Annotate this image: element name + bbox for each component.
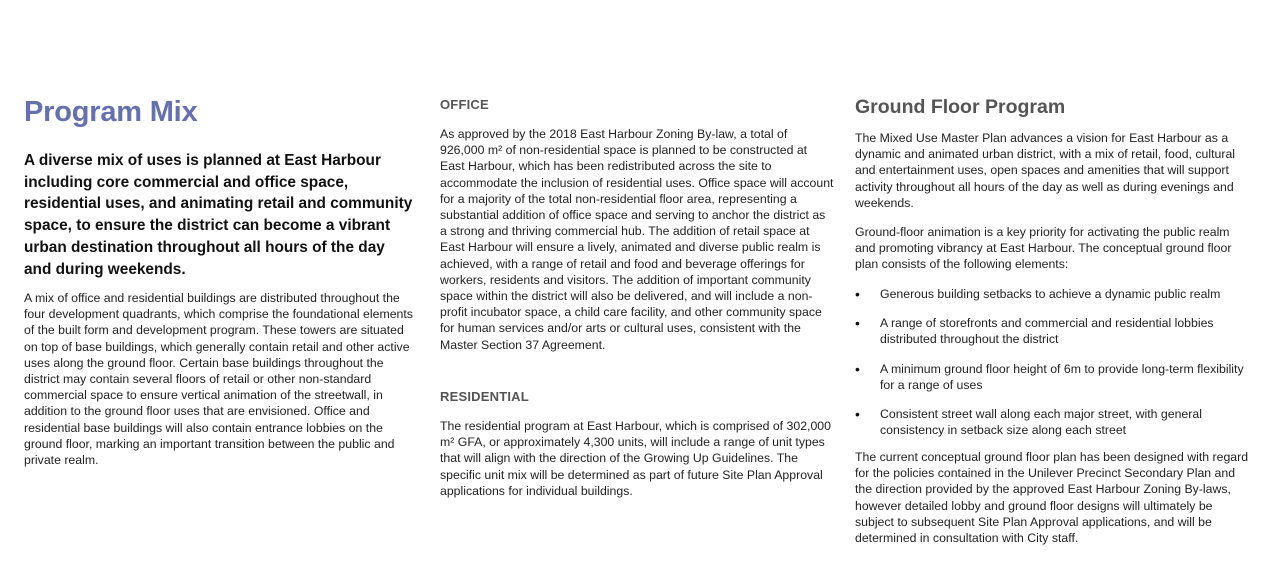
ground-floor-priority: Ground-floor animation is a key priority for activating the public realm and promoting vibrancy at East Harbour. The conceptual ground floor plan consists of the following elements: [855, 225, 1232, 272]
program-mix-body: A mix of office and residential buildings are distributed throughout the four development quadrants, which comprise the foundational elements of the built form and development program. These towers are situated on top of base buildings, which generally contain retail and other active uses along the ground floor. Certain base buildings throughout the district may contain several floors of retail or other non-standard commercial space to ensure vertical animation of the streetwall, in addition to the ground floor uses that are envisioned. Office and residential base buildings will also contain entrance lobbies on the ground floor, marking an important transition between the public and private realm. [24, 291, 413, 468]
page-title: Program Mix [24, 96, 198, 128]
list-item: • A range of storefronts and commercial and residential lobbies distributed throughout the district [855, 315, 1250, 347]
lead-paragraph: A diverse mix of uses is planned at East Harbour including core commercial and office space, residential uses, and animating retail and community space, to ensure the district can become a vibrant urban destination throughout all hours of the day and during weekends. [24, 152, 413, 278]
list-item: • Consistent street wall along each major street, with general consistency in setback size along each street [855, 406, 1250, 438]
office-body: As approved by the 2018 East Harbour Zoning By-law, a total of 926,000 m² of non-residential space is planned to be constructed at East Harbour, which has been redistributed across the site to accommodate the inclusion of residential uses. Office space will account for a majority of the total non-residential floor area, representing a substantial addition of office space and serving to anchor the district as a strong and thriving commercial hub. The addition of retail space at East Harbour will ensure a lively, animated and diverse public realm is achieved, with a range of retail and food and beverage offerings for workers, residents and visitors. The addition of important community space within the district will also be delivered, and will include a non-profit incubator space, a child care facility, and other community space for human services and/or arts or cultural uses, consistent with the Master Section 37 Agreement. [440, 127, 834, 352]
list-item: • A minimum ground floor height of 6m to provide long-term flexibility for a range of uses [855, 361, 1250, 393]
ground-floor-heading: Ground Floor Program [855, 96, 1066, 118]
list-item: • Generous building setbacks to achieve a dynamic public realm [855, 286, 1250, 302]
residential-heading: RESIDENTIAL [440, 389, 529, 404]
residential-body: The residential program at East Harbour, which is comprised of 302,000 m² GFA, or approximately 4,300 units, will include a range of unit types that will align with the direction of the Growing Up Guidelines. The specific unit mix will be determined as part of future Site Plan Approval applications for individual buildings. [440, 419, 831, 498]
ground-floor-elements-list [855, 286, 1250, 451]
office-heading: OFFICE [440, 97, 489, 112]
ground-floor-intro: The Mixed Use Master Plan advances a vision for East Harbour as a dynamic and animated urban district, with a mix of retail, food, cultural and entertainment uses, open spaces and amenities that will support activity throughout all hours of the day as well as during evenings and weekends. [855, 131, 1236, 210]
ground-floor-conclusion: The current conceptual ground floor plan has been designed with regard for the policies contained in the Unilever Precinct Secondary Plan and the direction provided by the approved East Harbour Zoning By-laws, however detailed lobby and ground floor designs will ultimately be subject to subsequent Site Plan Approval applications, and will be determined in consultation with City staff. [855, 450, 1249, 546]
